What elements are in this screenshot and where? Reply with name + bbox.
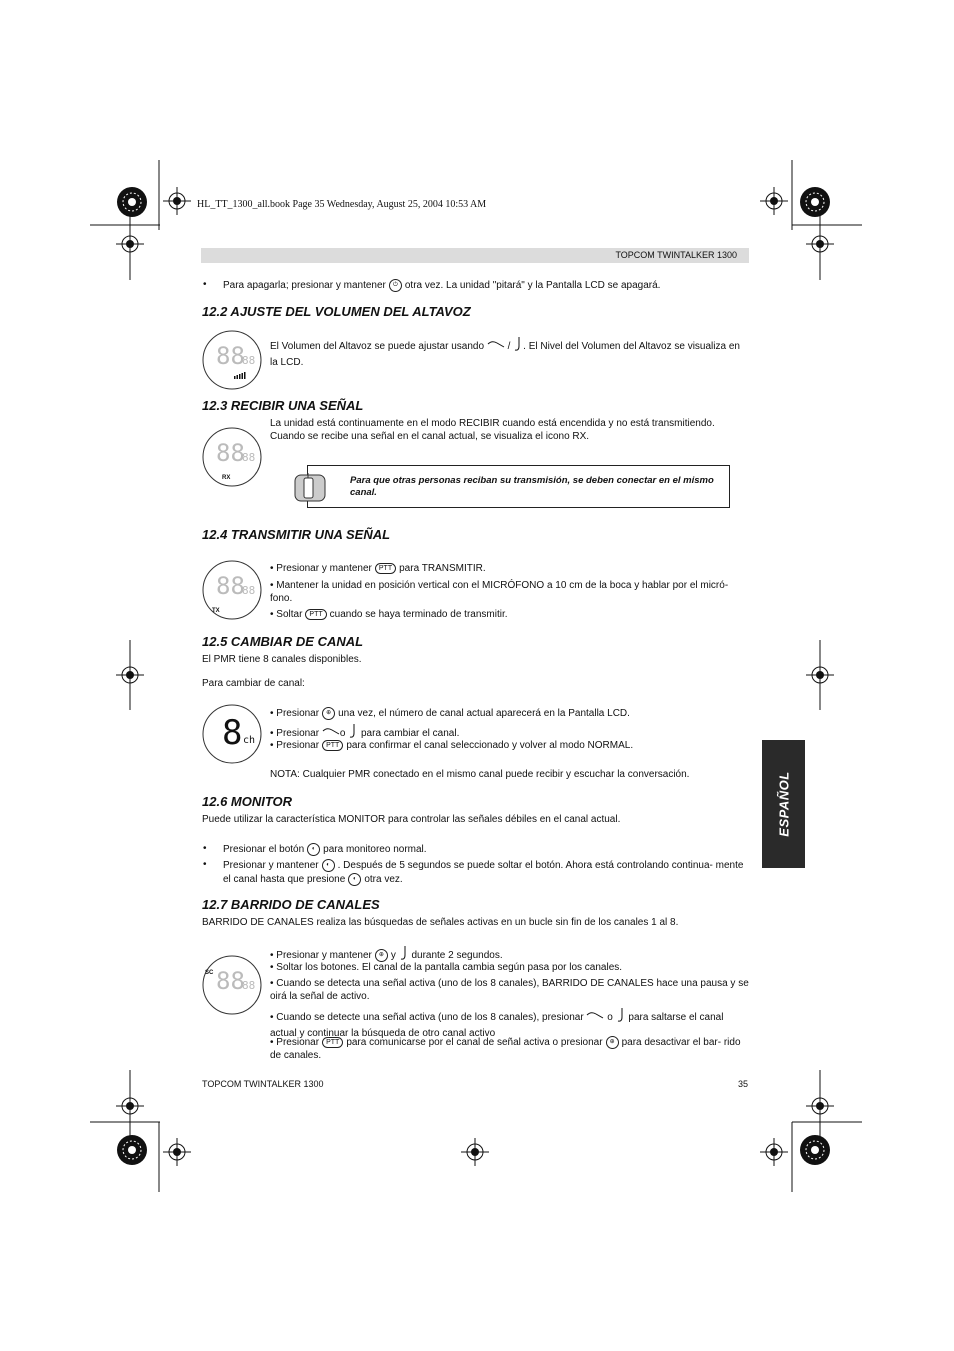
heading-12-4: 12.4 TRANSMITIR UNA SEÑAL <box>202 527 391 542</box>
language-tab-label: ESPAÑOL <box>776 771 791 837</box>
lcd-display-icon <box>202 330 262 390</box>
scan-bullet-5: • Presionar PTT para comunicarse por el canal de señal activa o presionar ⊕ para desactivar el bar- rido de canales. <box>270 1037 741 1061</box>
svg-text:88: 88 <box>216 439 245 467</box>
svg-text:TX: TX <box>212 608 220 614</box>
print-info: HL_TT_1300_all.book Page 35 Wednesday, August 25, 2004 10:53 AM <box>197 199 487 210</box>
volume-up-button-icon <box>616 1007 626 1028</box>
heading-12-2: 12.2 AJUSTE DEL VOLUMEN DEL ALTAVOZ <box>202 304 471 319</box>
heading-12-3: 12.3 RECIBIR UNA SEÑAL <box>202 398 364 413</box>
svg-text:88: 88 <box>242 354 256 367</box>
heading-12-5: 12.5 CAMBIAR DE CANAL <box>202 634 364 649</box>
monitor-bullet-1: Presionar el botón ◐ para monitoreo normal. <box>223 844 427 856</box>
note-text: Para que otras personas reciban su transmisión, se deben conectar en el mismo canal. <box>350 475 714 498</box>
scan-bullet-3: • Cuando se detecta una señal activa (uno de los 8 canales), BARRIDO DE CANALES hace una pausa y se oirá la señal de activo. <box>270 978 749 1002</box>
walkie-talkie-icon <box>294 472 326 502</box>
crosshair-icon <box>806 230 834 258</box>
page-number: 35 <box>738 1079 749 1089</box>
scan-p1: BARRIDO DE CANALES realiza las búsquedas de señales activas en un bucle sin fin de los canales 1 al 8. <box>202 917 679 928</box>
svg-text:88: 88 <box>242 584 256 597</box>
transmit-bullet-3: • Soltar PTT cuando se haya terminado de transmitir. <box>270 609 508 621</box>
svg-text:88: 88 <box>242 451 256 464</box>
volume-down-button-icon <box>322 726 340 741</box>
svg-text:SC: SC <box>205 970 214 976</box>
crosshair-icon <box>760 1138 788 1166</box>
bullet: • <box>203 859 207 870</box>
svg-text:88: 88 <box>216 967 245 995</box>
ptt-button-icon: PTT <box>322 1037 343 1048</box>
channel-bullet-2: • Presionar o para cambiar el canal. <box>270 723 750 744</box>
scan-bullet-2: • Soltar los botones. El canal de la pantalla cambia según pasa por los canales. <box>270 962 623 973</box>
crosshair-icon <box>461 1138 489 1166</box>
scan-bullet-4: • Cuando se detecte una señal activa (uno de los 8 canales), presionar o para saltarse el canal actual y continuar la búsqueda de otro canal activo <box>270 1007 750 1040</box>
menu-button-icon: ⊕ <box>375 949 388 962</box>
lcd-display-icon <box>202 560 262 620</box>
menu-button-icon: ⊕ <box>606 1036 619 1049</box>
crosshair-icon <box>163 1138 191 1166</box>
footer-title: TOPCOM TWINTALKER 1300 <box>202 1079 324 1089</box>
svg-text:RX: RX <box>222 475 231 481</box>
svg-text:8: 8 <box>222 713 243 753</box>
starburst-icon <box>116 1134 148 1166</box>
scan-bullet-1: • Presionar y mantener ⊕ y durante 2 segundos. <box>270 945 750 966</box>
channel-note: NOTA: Cualquier PMR conectado en el mismo canal puede recibir y escuchar la conversación. <box>270 769 690 780</box>
heading-12-7: 12.7 BARRIDO DE CANALES <box>202 897 380 912</box>
channel-p1: El PMR tiene 8 canales disponibles. <box>202 654 362 665</box>
svg-text:88: 88 <box>242 979 256 992</box>
monitor-p1: Puede utilizar la característica MONITOR para controlar las señales débiles en el canal actual. <box>202 814 621 825</box>
crosshair-icon <box>116 230 144 258</box>
transmit-bullet-1: • Presionar y mantener PTT para TRANSMITIR. <box>270 563 486 575</box>
page-header <box>201 248 749 263</box>
heading-12-6: 12.6 MONITOR <box>202 794 293 809</box>
monitor-button-icon: ◐ <box>348 873 361 886</box>
crosshair-icon <box>806 661 834 689</box>
starburst-icon <box>799 1134 831 1166</box>
header-title: TOPCOM TWINTALKER 1300 <box>615 250 737 260</box>
volume-text: El Volumen del Altavoz se puede ajustar usando / . El Nivel del Volumen del Altavoz se visualiza en la LCD. <box>270 336 750 369</box>
language-tab <box>762 740 805 868</box>
monitor-button-icon: ◐ <box>307 843 320 856</box>
menu-button-icon: ⊕ <box>322 707 335 720</box>
ptt-button-icon: PTT <box>305 609 326 620</box>
intro-text: Para apagarla; presionar y mantener ⏻ otra vez. La unidad "pitará" y la Pantalla LCD se apagará. <box>223 280 661 292</box>
svg-text:88: 88 <box>216 572 245 600</box>
ptt-button-icon: PTT <box>375 563 396 574</box>
volume-up-button-icon <box>513 336 523 357</box>
svg-text:ch: ch <box>243 735 256 746</box>
crosshair-icon <box>116 661 144 689</box>
crosshair-icon <box>760 187 788 215</box>
lcd-display-icon <box>202 955 262 1015</box>
lcd-display-icon <box>202 427 262 487</box>
transmit-bullet-2: • Mantener la unidad en posición vertical con el MICRÓFONO a 10 cm de la boca y hablar por el micró- fono. <box>270 580 729 604</box>
svg-text:88: 88 <box>216 342 245 370</box>
crosshair-icon <box>116 1092 144 1120</box>
starburst-icon <box>116 186 148 218</box>
bullet: • <box>203 843 207 854</box>
monitor-button-icon: ◐ <box>322 859 335 872</box>
channel-bullet-1: • Presionar ⊕ una vez, el número de canal actual aparecerá en la Pantalla LCD. <box>270 708 630 720</box>
channel-p2: Para cambiar de canal: <box>202 678 305 689</box>
bullet: • <box>203 279 207 290</box>
volume-down-button-icon <box>487 339 505 354</box>
crosshair-icon <box>163 187 191 215</box>
receive-text: La unidad está continuamente en el modo RECIBIR cuando está encendida y no está transmitiendo. Cuando se recibe una señal en el canal actual, se visualiza el icono RX. <box>270 418 715 442</box>
lcd-channel-display-icon <box>202 704 262 764</box>
ptt-button-icon: PTT <box>322 740 343 751</box>
channel-bullet-3: • Presionar PTT para confirmar el canal seleccionado y volver al modo NORMAL. <box>270 740 634 752</box>
starburst-icon <box>799 186 831 218</box>
power-button-icon: ⏻ <box>389 279 402 292</box>
crosshair-icon <box>806 1092 834 1120</box>
monitor-bullet-2: Presionar y mantener ◐ . Después de 5 segundos se puede soltar el botón. Ahora está controlando continua- mente el canal hasta que presione ◐ otra vez. <box>223 860 744 885</box>
volume-down-button-icon <box>586 1010 604 1025</box>
